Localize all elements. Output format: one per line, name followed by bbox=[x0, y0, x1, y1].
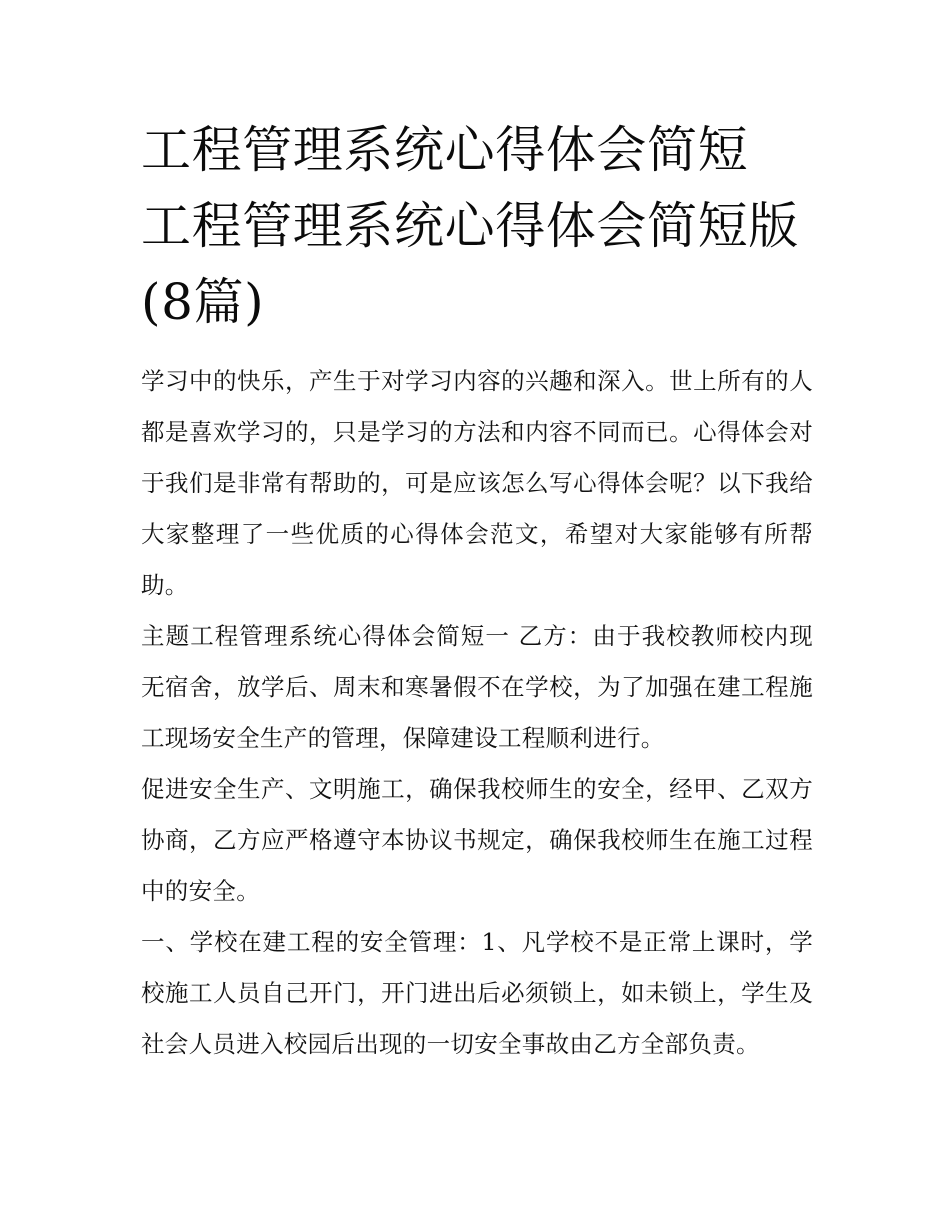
document-title: 工程管理系统心得体会简短 工程管理系统心得体会简短版(8篇) bbox=[141, 121, 799, 331]
document-content bbox=[141, 112, 813, 1070]
paragraph-topic-one: 主题工程管理系统心得体会简短一 乙方：由于我校教师校内现无宿舍，放学后、周末和寒暑假不在学校，为了加强在建工程施工现场安全生产的管理，保障建设工程顺利进行。 bbox=[141, 622, 813, 752]
paragraph-safety-agreement: 促进安全生产、文明施工，确保我校师生的安全，经甲、乙双方协商，乙方应严格遵守本协议书规定，确保我校师生在施工过程中的安全。 bbox=[141, 775, 813, 905]
paragraph-section-one: 一、学校在建工程的安全管理：1、凡学校不是正常上课时，学校施工人员自己开门，开门进出后必须锁上，如未锁上，学生及社会人员进入校园后出现的一切安全事故由乙方全部负责。 bbox=[141, 928, 813, 1058]
document-body bbox=[141, 356, 813, 1070]
paragraph-intro: 学习中的快乐，产生于对学习内容的兴趣和深入。世上所有的人都是喜欢学习的，只是学习的方法和内容不同而已。心得体会对于我们是非常有帮助的，可是应该怎么写心得体会呢？以下我给大家整理了一些优质的心得体会范文，希望对大家能够有所帮助。 bbox=[141, 367, 813, 599]
